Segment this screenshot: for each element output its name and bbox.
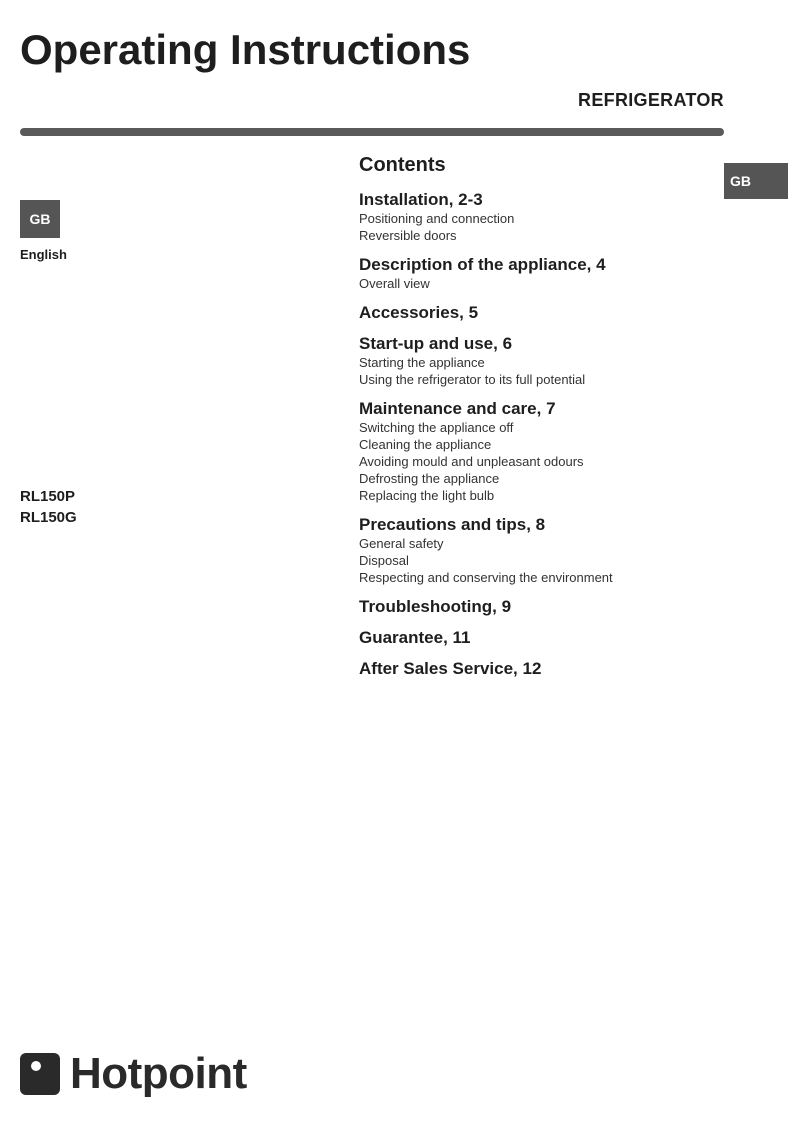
section-subitem: Cleaning the appliance — [359, 437, 492, 452]
contents-section — [359, 255, 719, 292]
section-subitem: Defrosting the appliance — [359, 471, 500, 486]
section-subitem: Switching the appliance off — [359, 420, 514, 435]
section-title: Troubleshooting, 9 — [359, 597, 512, 616]
contents-section — [359, 515, 719, 586]
brand-logo — [20, 1049, 247, 1098]
section-subitem: Respecting and conserving the environment — [359, 570, 613, 585]
model-list — [20, 486, 77, 528]
section-subitem: Disposal — [359, 553, 409, 568]
contents-section — [359, 399, 719, 504]
section-subitem: Replacing the light bulb — [359, 488, 495, 503]
brand-name: Hotpoint — [70, 1049, 247, 1098]
section-title: After Sales Service, 12 — [359, 659, 542, 678]
section-subitem: Using the refrigerator to its full potential — [359, 372, 586, 387]
product-type: REFRIGERATOR — [578, 90, 724, 110]
section-title: Accessories, 5 — [359, 303, 479, 322]
contents-sections — [359, 190, 719, 679]
side-language-tab: GB — [724, 163, 788, 199]
header-divider — [20, 128, 724, 136]
section-subitem: General safety — [359, 536, 444, 551]
contents-section — [359, 303, 719, 323]
contents-section — [359, 334, 719, 388]
hotpoint-logo-icon — [20, 1053, 60, 1095]
language-label: English — [20, 247, 67, 262]
model-number: RL150G — [20, 509, 77, 526]
contents-heading: Contents — [359, 154, 446, 176]
contents-section — [359, 628, 719, 648]
page-title: Operating Instructions — [20, 26, 471, 73]
section-title: Start-up and use, 6 — [359, 334, 513, 353]
section-title: Precautions and tips, 8 — [359, 515, 546, 534]
section-title: Description of the appliance, 4 — [359, 255, 606, 274]
section-title: Installation, 2-3 — [359, 190, 483, 209]
contents-section — [359, 659, 719, 679]
section-subitem: Avoiding mould and unpleasant odours — [359, 454, 584, 469]
section-subitem: Overall view — [359, 276, 430, 291]
section-subitem: Reversible doors — [359, 228, 457, 243]
contents-section — [359, 597, 719, 617]
section-subitem: Starting the appliance — [359, 355, 485, 370]
section-title: Maintenance and care, 7 — [359, 399, 556, 418]
section-title: Guarantee, 11 — [359, 628, 471, 647]
contents-section — [359, 190, 719, 244]
table-of-contents — [359, 154, 719, 690]
section-subitem: Positioning and connection — [359, 211, 515, 226]
language-badge: GB — [20, 200, 60, 238]
model-number: RL150P — [20, 488, 76, 505]
